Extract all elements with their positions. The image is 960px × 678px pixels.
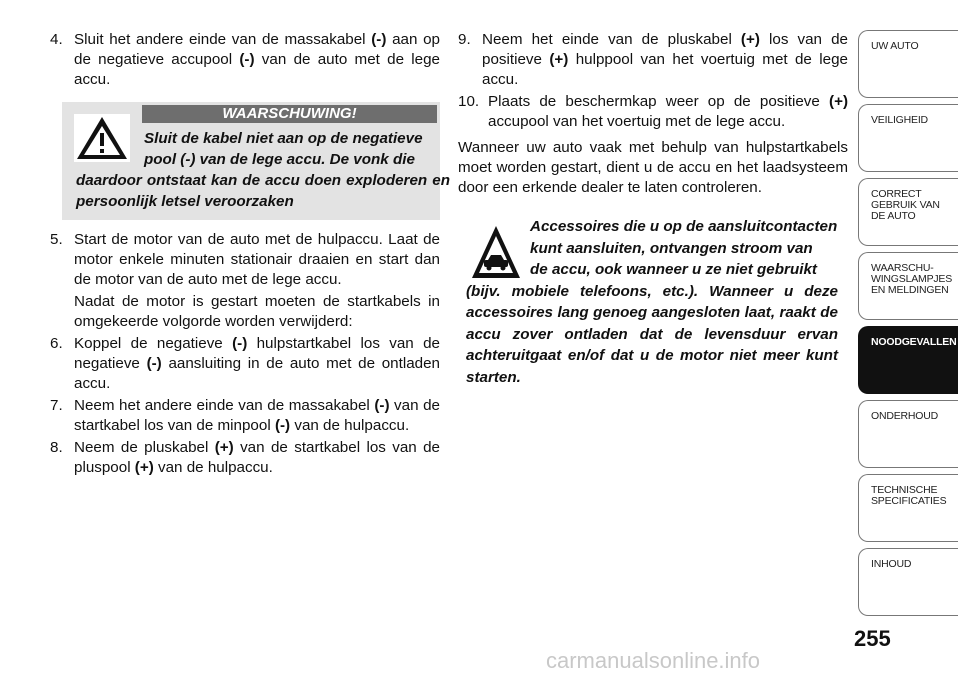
note-text: Accessoires die u op de aansluitcontacten kunt aansluiten, ontvangen stroom van de accu, ook wanneer u ze niet gebruikt (bijv. mobiele telefoons, etc.). Wanneer u deze accessoires lang genoeg aangesloten laat, raakt de accu zover ontladen dat de levensduur ervan achteruitgaat en/of dat u de motor niet meer kunt starten.: [466, 218, 838, 386]
step-4: 4. Sluit het andere einde van de massakabel (-) aan op de negatieve accupool (-) van de auto met de lege accu.: [50, 31, 440, 88]
page-number: 255: [854, 626, 891, 651]
step-9: 9. Neem het einde van de pluskabel (+) los van de positieve (+) hulppool van het voertuig met de lege accu.: [458, 31, 848, 88]
step-8: 8. Neem de pluskabel (+) van de startkabel los van de pluspool (+) van de hulpaccu.: [50, 439, 440, 476]
step-5: 5. Start de motor van de auto met de hulpaccu. Laat de motor enkele minuten stationair draaien en start dan de motor van de auto met de lege accu. Nadat de motor is gestart moeten de startkabels in omgekeerde volgorde worden verwijderd:: [50, 231, 440, 330]
left-column: [50, 30, 450, 480]
warning-text: Sluit de kabel niet aan op de negatieve pool (-) van de lege accu. De vonk die daardoor ontstaat kan de accu doen exploderen en persoonlijk letsel veroorzaken: [76, 130, 450, 210]
tab-waarschuwingslampjes[interactable]: WAARSCHU- WINGSLAMPJES EN MELDINGEN: [858, 252, 958, 320]
tab-veiligheid[interactable]: VEILIGHEID: [858, 104, 958, 172]
tab-inhoud[interactable]: INHOUD: [858, 548, 958, 616]
note-box: [458, 216, 848, 386]
paragraph: Wanneer uw auto vaak met behulp van hulpstartkabels moet worden gestart, dient u de accu en het laadsysteem door een erkende dealer te laten controleren.: [458, 139, 848, 196]
tab-correct-gebruik[interactable]: CORRECT GEBRUIK VAN DE AUTO: [858, 178, 958, 246]
tab-uw-auto[interactable]: UW AUTO: [858, 30, 958, 98]
warning-title: WAARSCHUWING!: [142, 105, 437, 123]
tab-noodgevallen[interactable]: NOODGEVALLEN: [858, 326, 958, 394]
warning-box: [62, 102, 450, 220]
tab-technische-specificaties[interactable]: TECHNISCHE SPECIFICATIES: [858, 474, 958, 542]
tab-onderhoud[interactable]: ONDERHOUD: [858, 400, 958, 468]
step-7: 7. Neem het andere einde van de massakabel (-) van de startkabel los van de minpool (-) van de hulpaccu.: [50, 397, 440, 434]
right-column: [458, 30, 848, 386]
step-10: 10. Plaats de beschermkap weer op de positieve (+) accupool van het voertuig met de lege accu.: [458, 93, 848, 130]
step-6: 6. Koppel de negatieve (-) hulpstartkabel los van de negatieve (-) aansluiting in de auto met de ontladen accu.: [50, 335, 440, 392]
watermark: carmanualsonline.info: [546, 648, 761, 673]
